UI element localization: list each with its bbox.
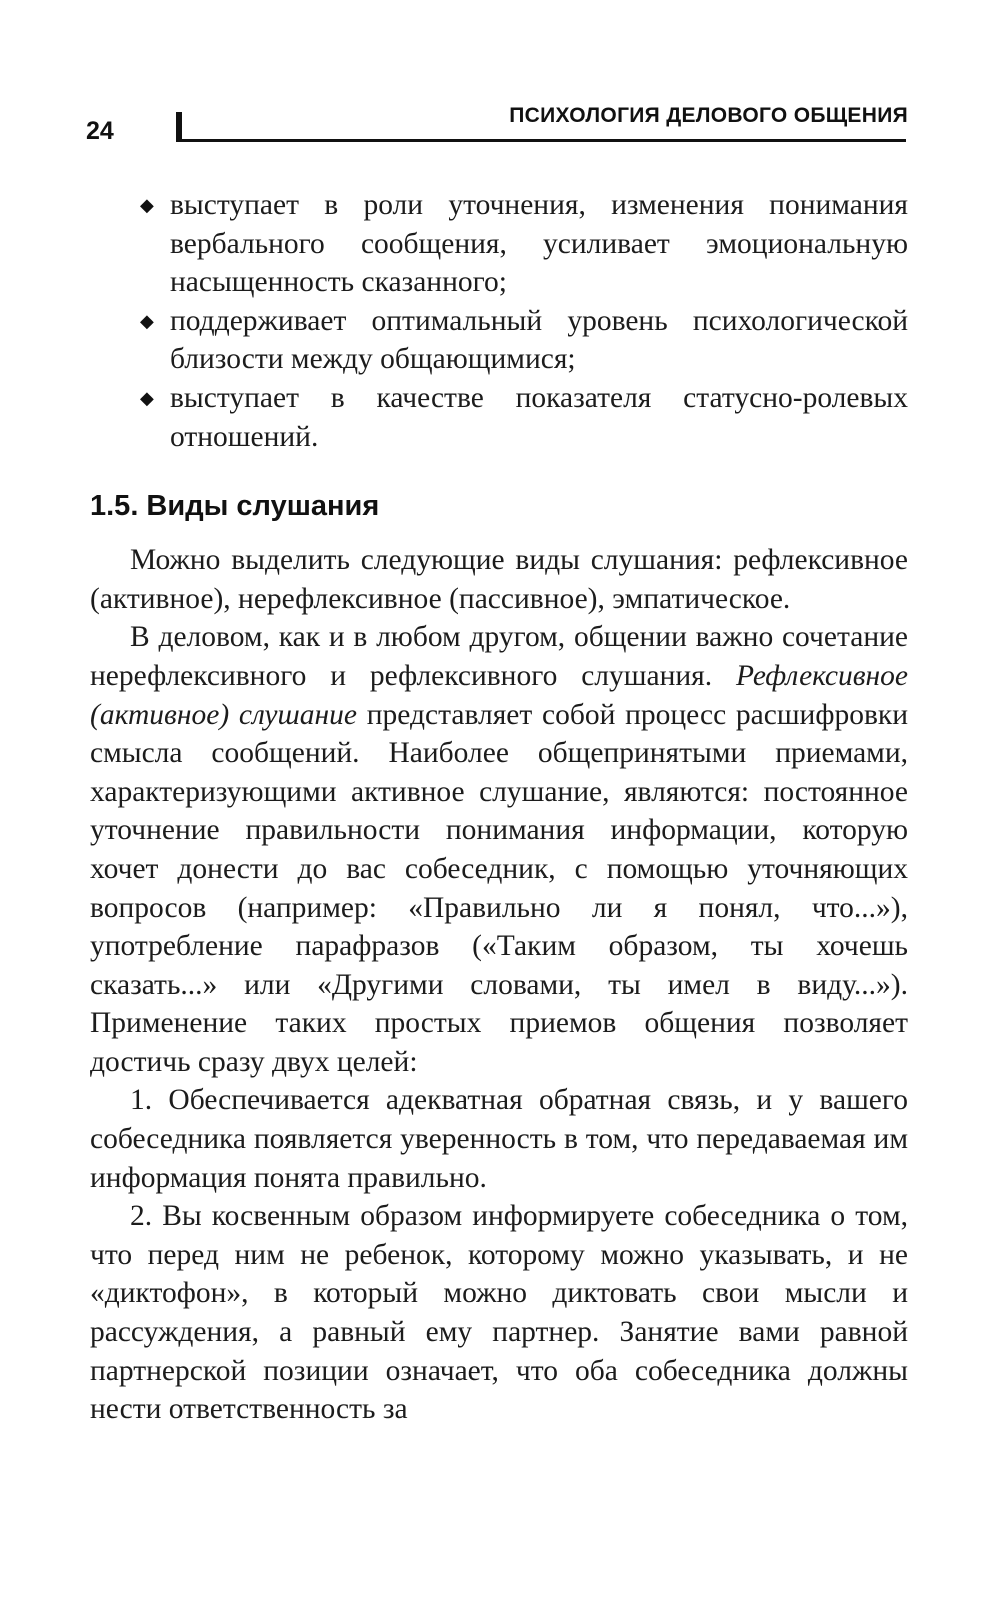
section-title: 1.5. Виды слушания — [90, 490, 380, 523]
list-item — [90, 186, 908, 302]
list-item-text: выступает в роли уточнения, изменения понимания вербального сообщения, усиливает эмоциональную насыщенность сказанного; — [170, 189, 908, 299]
paragraph-text: представляет собой процесс расшифровки смысла сообщений. Наиболее общепринятыми приемами, характеризующими активное слушание, являются: постоянное уточнение правильности понимания информации, которую хочет донести до вас собеседник, с помощью уточняющих вопросов (например: «Правильно ли я понял, что...»), употребление парафразов («Таким образом, ты хочешь сказать...» или «Другими словами, ты имел в виду...»). Применение таких простых приемов общения позволяет достичь сразу двух целей: — [90, 698, 908, 1078]
list-item-text: поддерживает оптимальный уровень психологической близости между общающимися; — [170, 304, 908, 376]
header-bar — [176, 112, 182, 142]
diamond-bullet-icon: ◆ — [140, 387, 154, 408]
bullet-list — [90, 186, 908, 456]
header-rule — [176, 139, 906, 142]
paragraph-point-1: 1. Обеспечивается адекватная обратная связь, и у вашего собеседника появляется уверенность в том, что передаваемая им информация понята правильно. — [90, 1084, 908, 1194]
paragraph-reflexive — [90, 618, 908, 1081]
paragraph-point-2: 2. Вы косвенным образом информируете собеседника о том, что перед ним не ребенок, которому можно указывать, и не «диктофон», в который можно диктовать свои мысли и рассуждения, а равный ему партнер. Занятие вами равной партнерской позиции означает, что оба собеседника должны нести ответственность за — [90, 1200, 908, 1426]
list-item — [90, 302, 908, 379]
italic-term: Рефлексивное (активное) слушание — [90, 659, 908, 731]
paragraph-text: В деловом, как и в любом другом, общении важно сочетание нерефлексивного и рефлексивного слушания. — [90, 621, 908, 692]
running-title: ПСИХОЛОГИЯ ДЕЛОВОГО ОБЩЕНИЯ — [509, 104, 908, 127]
page-body — [90, 186, 908, 1429]
diamond-bullet-icon: ◆ — [140, 310, 154, 331]
list-item — [90, 379, 908, 456]
diamond-bullet-icon: ◆ — [140, 195, 154, 215]
list-item-text: выступает в качестве показателя статусно-ролевых отношений. — [170, 381, 908, 453]
page-number: 24 — [86, 117, 114, 145]
paragraph-intro: Можно выделить следующие виды слушания: рефлексивное (активное), нерефлексивное (пассивное), эмпатическое. — [90, 544, 908, 615]
